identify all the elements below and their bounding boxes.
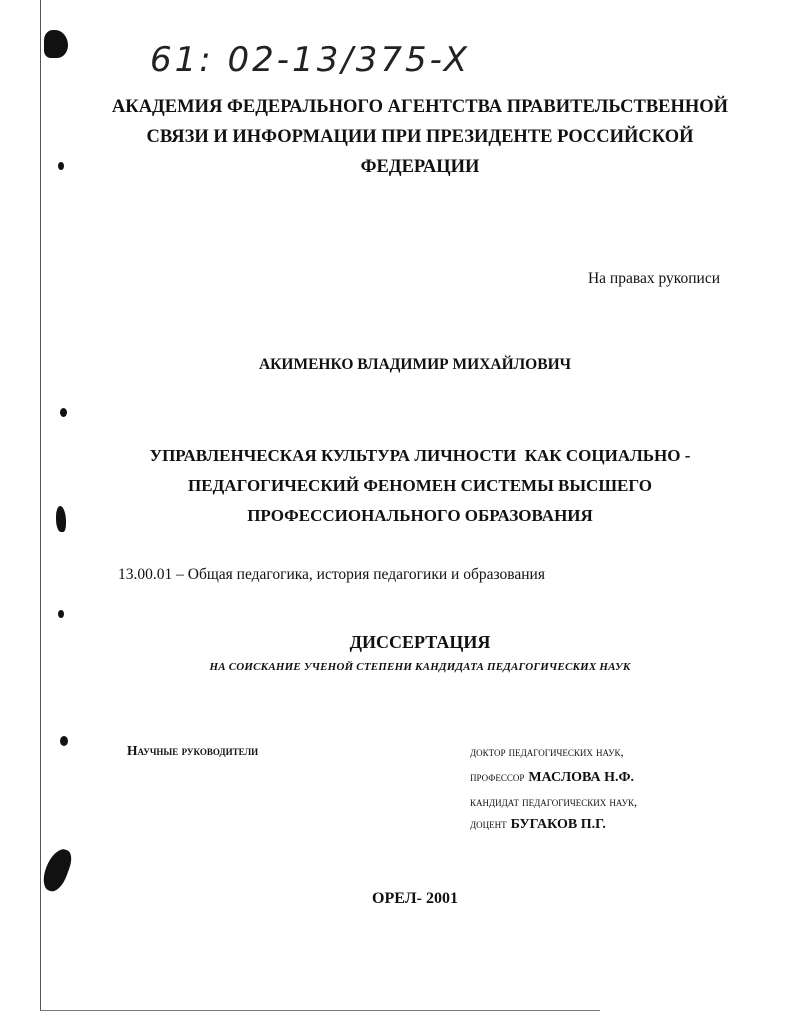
title-line: ПРОФЕССИОНАЛЬНОГО ОБРАЗОВАНИЯ [247,506,593,525]
scan-blot [56,506,66,532]
scan-blot [60,408,67,417]
scan-blot [60,736,68,746]
scan-blot [44,30,68,58]
specialty-code: 13.00.01 – Общая педагогика, история педагогики и образования [118,566,545,583]
dissertation-title [110,441,730,531]
advisor-line [470,770,634,786]
scan-blot [58,162,64,170]
institution-name [100,92,740,182]
degree-statement: НА СОИСКАНИЕ УЧЕНОЙ СТЕПЕНИ КАНДИДАТА ПЕДАГОГИЧЕСКИХ НАУК [209,661,631,673]
institution-line: СВЯЗИ И ИНФОРМАЦИИ ПРИ ПРЕЗИДЕНТЕ РОССИЙСКОЙ [146,127,694,147]
scan-bottom-edge [40,1010,600,1011]
advisor-name: МАСЛОВА Н.Ф. [528,770,635,785]
advisor-line [470,795,637,810]
advisor-line [470,817,606,833]
advisor-rank: кандидат педагогических наук, [470,795,638,809]
scan-left-edge [40,0,41,1010]
scan-blot [58,610,64,618]
title-line: ПЕДАГОГИЧЕСКИЙ ФЕНОМЕН СИСТЕМЫ ВЫСШЕГО [188,476,652,495]
place-and-year: ОРЕЛ- 2001 [372,890,458,907]
advisor-rank: доктор педагогических наук, [470,745,624,759]
institution-line: ФЕДЕРАЦИИ [360,157,480,177]
archive-mark: 61: 02-13/375-X [150,40,471,80]
advisor-line [470,745,624,760]
institution-line: АКАДЕМИЯ ФЕДЕРАЛЬНОГО АГЕНТСТВА ПРАВИТЕЛЬСТВЕННОЙ [111,97,729,117]
advisors-label: Научные руководители [127,743,259,758]
document-type: ДИССЕРТАЦИЯ [349,632,491,652]
rights-note: На правах рукописи [587,270,720,287]
advisor-rank: доцент [470,817,507,831]
title-line: УПРАВЛЕНЧЕСКАЯ КУЛЬТУРА ЛИЧНОСТИ КАК СОЦИАЛЬНО - [149,446,691,465]
advisor-name: БУГАКОВ П.Г. [510,817,606,832]
author-name: АКИМЕНКО ВЛАДИМИР МИХАЙЛОВИЧ [258,356,572,373]
scan-blot [39,846,75,895]
advisor-rank: профессор [470,770,525,784]
